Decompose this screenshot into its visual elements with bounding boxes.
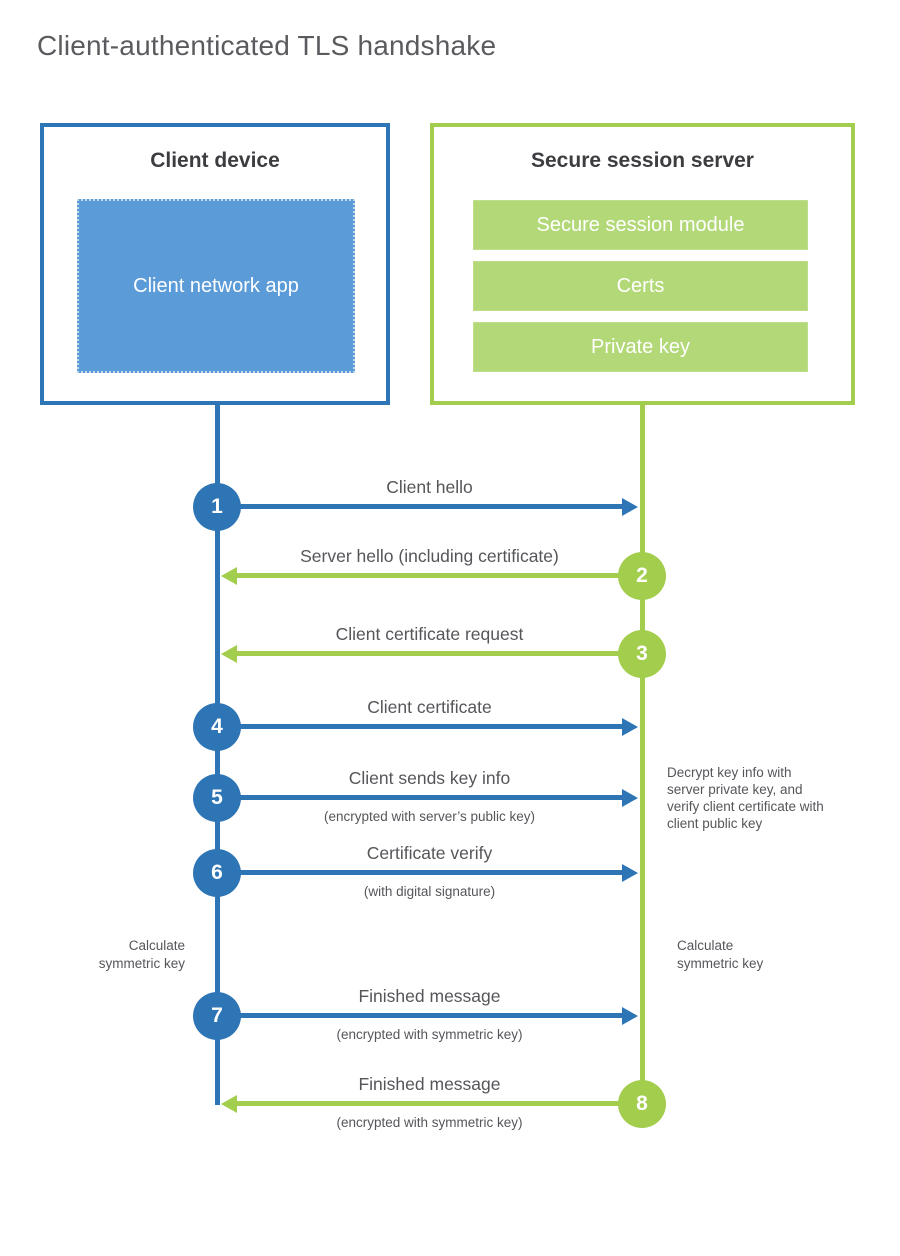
arrow-left-icon xyxy=(221,567,237,585)
server-module-private-key: Private key xyxy=(473,322,808,372)
step-sublabel: (with digital signature) xyxy=(363,884,496,899)
arrow-right-icon xyxy=(622,498,638,516)
step-number-badge: 1 xyxy=(193,483,241,531)
client-network-app-box xyxy=(77,199,355,373)
decrypt-key-note: Decrypt key info with server private key, and verify client certificate with client public key xyxy=(667,765,824,831)
arrow-line xyxy=(237,573,642,578)
arrow-line xyxy=(217,504,622,509)
step-label: Finished message xyxy=(358,1074,501,1094)
step-label: Server hello (including certificate) xyxy=(300,546,559,566)
server-module-secure-session: Secure session module xyxy=(473,200,808,250)
arrow-line xyxy=(237,651,642,656)
step-label: Client certificate request xyxy=(335,624,524,644)
step-label: Client sends key info xyxy=(348,768,511,788)
step-sublabel: (encrypted with symmetric key) xyxy=(336,1027,523,1042)
step-number-badge: 5 xyxy=(193,774,241,822)
page-title: Client-authenticated TLS handshake xyxy=(37,30,497,61)
client-device-title: Client device xyxy=(150,149,280,172)
step-number-badge: 7 xyxy=(193,992,241,1040)
secure-session-server-box xyxy=(430,123,855,405)
arrow-line xyxy=(217,795,622,800)
client-device-box xyxy=(40,123,390,405)
step-sublabel: (encrypted with symmetric key) xyxy=(336,1115,523,1130)
arrow-left-icon xyxy=(221,1095,237,1113)
arrow-line xyxy=(217,870,622,875)
arrow-left-icon xyxy=(221,645,237,663)
arrow-right-icon xyxy=(622,864,638,882)
client-network-app-label: Client network app xyxy=(133,275,299,297)
step-label: Finished message xyxy=(358,986,501,1006)
calculate-symmetric-key-client-note: Calculate symmetric key xyxy=(98,938,185,971)
calculate-symmetric-key-server-note: Calculate symmetric key xyxy=(677,938,764,971)
step-label: Certificate verify xyxy=(366,843,493,863)
step-number-badge: 3 xyxy=(618,630,666,678)
step-label: Client hello xyxy=(386,477,473,497)
arrow-line xyxy=(217,724,622,729)
step-number-badge: 6 xyxy=(193,849,241,897)
step-label: Client certificate xyxy=(367,697,492,717)
step-number-badge: 8 xyxy=(618,1080,666,1128)
server-module-certs: Certs xyxy=(473,261,808,311)
step-number-badge: 2 xyxy=(618,552,666,600)
arrow-right-icon xyxy=(622,1007,638,1025)
arrow-line xyxy=(237,1101,642,1106)
arrow-right-icon xyxy=(622,789,638,807)
step-number-badge: 4 xyxy=(193,703,241,751)
arrow-right-icon xyxy=(622,718,638,736)
arrow-line xyxy=(217,1013,622,1018)
secure-session-server-title: Secure session server xyxy=(531,149,754,172)
step-sublabel: (encrypted with server’s public key) xyxy=(323,809,536,824)
